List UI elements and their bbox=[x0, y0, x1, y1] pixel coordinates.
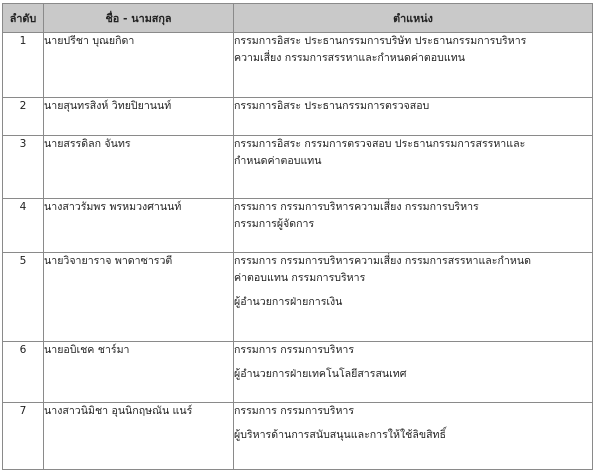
header-full-name: ชื่อ - นามสกุล bbox=[44, 4, 234, 33]
position-cell bbox=[234, 342, 593, 403]
table-row bbox=[3, 342, 593, 403]
table-row bbox=[3, 199, 593, 253]
board-of-directors-table bbox=[2, 3, 593, 470]
position-line: กรรมการ กรรมการบริหารความเสี่ยง กรรมการสรรหาและกำหนด bbox=[234, 255, 531, 267]
position-cell bbox=[234, 33, 593, 98]
director-name: นายสรรดิลก จันทร bbox=[44, 136, 234, 199]
position-cell bbox=[234, 199, 593, 253]
table-row bbox=[3, 253, 593, 342]
table-body bbox=[3, 33, 593, 470]
row-number: 7 bbox=[3, 403, 44, 470]
row-number: 6 bbox=[3, 342, 44, 403]
row-number: 2 bbox=[3, 98, 44, 136]
director-name: นายวิจายาราจ พาดาซารวตี bbox=[44, 253, 234, 342]
table-row bbox=[3, 98, 593, 136]
director-name: นายอบิเชค ชาร์มา bbox=[44, 342, 234, 403]
position-line: ผู้อำนวยการฝ่ายการเงิน bbox=[234, 296, 343, 308]
table-row bbox=[3, 403, 593, 470]
position-line: กำหนดค่าตอบแทน bbox=[234, 155, 322, 167]
position-line: กรรมการผู้จัดการ bbox=[234, 218, 315, 230]
position-line: กรรมการอิสระ ประธานกรรมการตรวจสอบ bbox=[234, 100, 430, 112]
position-cell bbox=[234, 136, 593, 199]
position-line: กรรมการ กรรมการบริหารความเสี่ยง กรรมการบริหาร bbox=[234, 201, 479, 213]
row-number: 5 bbox=[3, 253, 44, 342]
table-header bbox=[3, 4, 593, 33]
position-line: กรรมการอิสระ กรรมการตรวจสอบ ประธานกรรมการสรรหาและ bbox=[234, 138, 526, 150]
row-number: 3 bbox=[3, 136, 44, 199]
position-line: ผู้อำนวยการฝ่ายเทคโนโลยีสารสนเทศ bbox=[234, 368, 407, 380]
position-line: ค่าตอบแทน กรรมการบริหาร bbox=[234, 272, 366, 284]
table-row bbox=[3, 136, 593, 199]
director-name: นายปรีชา บุณยกิดา bbox=[44, 33, 234, 98]
row-number: 1 bbox=[3, 33, 44, 98]
director-name: นางสาวรัมพร พรหมวงศานนท์ bbox=[44, 199, 234, 253]
position-cell bbox=[234, 403, 593, 470]
position-line: ผู้บริหารด้านการสนับสนุนและการให้ใช้ลิขสิทธิ์ bbox=[234, 429, 446, 441]
position-line: กรรมการอิสระ ประธานกรรมการบริษัท ประธานกรรมการบริหาร bbox=[234, 35, 527, 47]
header-row bbox=[3, 4, 593, 33]
position-cell bbox=[234, 253, 593, 342]
position-line: กรรมการ กรรมการบริหาร bbox=[234, 344, 355, 356]
director-name: นายสุนทรสิงห์ วิทยปิยานนท์ bbox=[44, 98, 234, 136]
header-position: ตำแหน่ง bbox=[234, 4, 593, 33]
header-number: ลำดับ bbox=[3, 4, 44, 33]
director-name: นางสาวนิมิชา อุนนิกฤษณัน แนร์ bbox=[44, 403, 234, 470]
table-row bbox=[3, 33, 593, 98]
position-line: กรรมการ กรรมการบริหาร bbox=[234, 405, 355, 417]
row-number: 4 bbox=[3, 199, 44, 253]
position-line: ความเสี่ยง กรรมการสรรหาและกำหนดค่าตอบแทน bbox=[234, 52, 465, 64]
position-cell bbox=[234, 98, 593, 136]
